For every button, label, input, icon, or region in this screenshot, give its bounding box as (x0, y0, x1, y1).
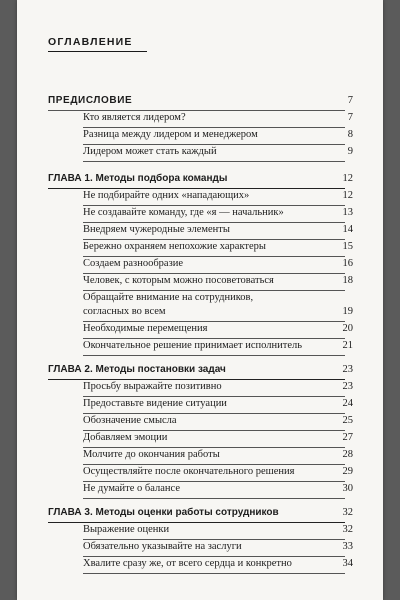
page-number: 21 (342, 340, 353, 351)
chapter-title: Методы подбора команды (95, 173, 228, 184)
entry-title: Лидером может стать каждый (83, 146, 217, 157)
toc-subentry-label (83, 448, 220, 462)
page-number: 32 (342, 507, 353, 518)
toc-entry-preface[interactable] (17, 94, 383, 108)
entry-title: Человек, с которым можно посоветоваться (83, 275, 274, 286)
page-number: 13 (342, 207, 353, 218)
entry-title: Просьбу выражайте позитивно (83, 381, 222, 392)
toc-entry-chapter-3-label (48, 506, 279, 520)
page-number: 12 (342, 173, 353, 184)
toc-entry-chapter-1[interactable] (17, 172, 383, 186)
page-number: 29 (342, 466, 353, 477)
entry-title: Молчите до окончания работы (83, 449, 220, 460)
entry-title: Кто является лидером? (83, 112, 186, 123)
toc-subentry[interactable] (17, 397, 383, 411)
chapter-number: ГЛАВА 2. (48, 364, 93, 375)
toc-subentry[interactable] (17, 482, 383, 496)
toc-subentry[interactable] (17, 322, 383, 336)
page-number: 16 (342, 258, 353, 269)
toc-subentry-label (83, 557, 292, 571)
toc-subentry-label (83, 322, 208, 336)
page-number: 14 (342, 224, 353, 235)
toc-entry-chapter-3[interactable] (17, 506, 383, 520)
chapter-title: Методы постановки задач (95, 364, 226, 375)
toc-subentry-label (83, 523, 169, 537)
row-divider (83, 573, 345, 574)
toc-subentry-label (83, 223, 230, 237)
toc-subentry-label (83, 431, 167, 445)
page-number: 20 (342, 323, 353, 334)
toc-subentry[interactable] (17, 257, 383, 271)
entry-title-continued: согласных во всем (83, 306, 166, 317)
book-page (17, 0, 383, 600)
toc-entry-chapter-2[interactable] (17, 363, 383, 377)
page-number: 28 (342, 449, 353, 460)
toc-subentry[interactable] (17, 206, 383, 220)
entry-title: Необходимые перемещения (83, 323, 208, 334)
toc-subentry[interactable] (17, 380, 383, 394)
row-divider (83, 161, 345, 162)
page-number: 23 (342, 381, 353, 392)
entry-title: Добавляем эмоции (83, 432, 168, 443)
toc-subentry[interactable] (17, 448, 383, 462)
entry-title: Бережно охраняем непохожие характеры (83, 241, 266, 252)
toc-heading: ОГЛАВЛЕНИЕ (48, 36, 133, 48)
toc-subentry-label (83, 339, 302, 353)
entry-title: Внедряем чужеродные элементы (83, 224, 230, 235)
toc-subentry[interactable] (17, 145, 383, 159)
page-number: 32 (342, 524, 353, 535)
toc-subentry[interactable] (17, 414, 383, 428)
entry-title: Не подбирайте одних «нападающих» (83, 190, 250, 201)
chapter-number: ГЛАВА 3. (48, 507, 93, 518)
row-divider (83, 498, 345, 499)
entry-title: Не думайте о балансе (83, 483, 180, 494)
toc-subentry[interactable] (17, 339, 383, 353)
toc-subentry-label (83, 414, 177, 428)
page-number: 34 (342, 558, 353, 569)
toc-subentry-label (83, 291, 253, 319)
page-number: 7 (347, 95, 353, 106)
toc-subentry-label (83, 397, 227, 411)
page-number: 19 (342, 306, 353, 317)
toc-subentry[interactable] (17, 128, 383, 142)
toc-subentry[interactable] (17, 465, 383, 479)
page-number: 24 (342, 398, 353, 409)
table-of-contents (17, 0, 383, 600)
toc-subentry-label (83, 111, 186, 125)
toc-subentry-label (83, 206, 284, 220)
page-number: 23 (342, 364, 353, 375)
toc-subentry[interactable] (17, 523, 383, 537)
toc-subentry-label (83, 540, 242, 554)
toc-entry-chapter-2-label (48, 363, 226, 377)
chapter-number: ГЛАВА 1. (48, 173, 93, 184)
entry-title: Не создавайте команду, где «я — начальник» (83, 207, 284, 218)
toc-subentry-label (83, 128, 258, 142)
toc-subentry-label (83, 145, 217, 159)
toc-subentry[interactable] (17, 557, 383, 571)
toc-subentry-label (83, 257, 183, 271)
page-number: 27 (342, 432, 353, 443)
toc-subentry[interactable] (17, 111, 383, 125)
entry-title: Выражение оценки (83, 524, 170, 535)
toc-subentry[interactable] (17, 431, 383, 445)
page-number: 7 (347, 112, 353, 123)
chapter-title: Методы оценки работы сотрудников (95, 507, 279, 518)
entry-title: ПРЕДИСЛОВИЕ (48, 95, 133, 106)
toc-entry-preface-label (48, 94, 132, 108)
toc-subentry[interactable] (17, 223, 383, 237)
toc-subentry[interactable] (17, 274, 383, 288)
page-number: 15 (342, 241, 353, 252)
entry-title: Создаем разнообразие (83, 258, 184, 269)
page-number: 9 (347, 146, 353, 157)
entry-title: Окончательное решение принимает исполнитель (83, 340, 303, 351)
page-number: 30 (342, 483, 353, 494)
toc-subentry-label (83, 380, 222, 394)
entry-title: Разница между лидером и менеджером (83, 129, 258, 140)
toc-subentry-label (83, 465, 294, 479)
entry-title: Обозначение смысла (83, 415, 177, 426)
page-number: 8 (347, 129, 353, 140)
page-number: 25 (342, 415, 353, 426)
toc-subentry[interactable] (17, 291, 383, 319)
entry-title: Обращайте внимание на сотрудников, (83, 292, 254, 303)
toc-subentry-label (83, 482, 180, 496)
toc-subentry[interactable] (17, 240, 383, 254)
entry-title: Осуществляйте после окончательного решения (83, 466, 295, 477)
page-number: 33 (342, 541, 353, 552)
row-divider (83, 355, 345, 356)
toc-entry-chapter-1-label (48, 172, 227, 186)
toc-subentry-label (83, 274, 274, 288)
toc-subentry-label (83, 240, 266, 254)
toc-subentry-label (83, 189, 249, 203)
toc-subentry[interactable] (17, 189, 383, 203)
page-number: 18 (342, 275, 353, 286)
entry-title: Обязательно указывайте на заслуги (83, 541, 242, 552)
entry-title: Хвалите сразу же, от всего сердца и конкретно (83, 558, 292, 569)
toc-subentry[interactable] (17, 540, 383, 554)
page-number: 12 (342, 190, 353, 201)
entry-title: Предоставьте видение ситуации (83, 398, 227, 409)
